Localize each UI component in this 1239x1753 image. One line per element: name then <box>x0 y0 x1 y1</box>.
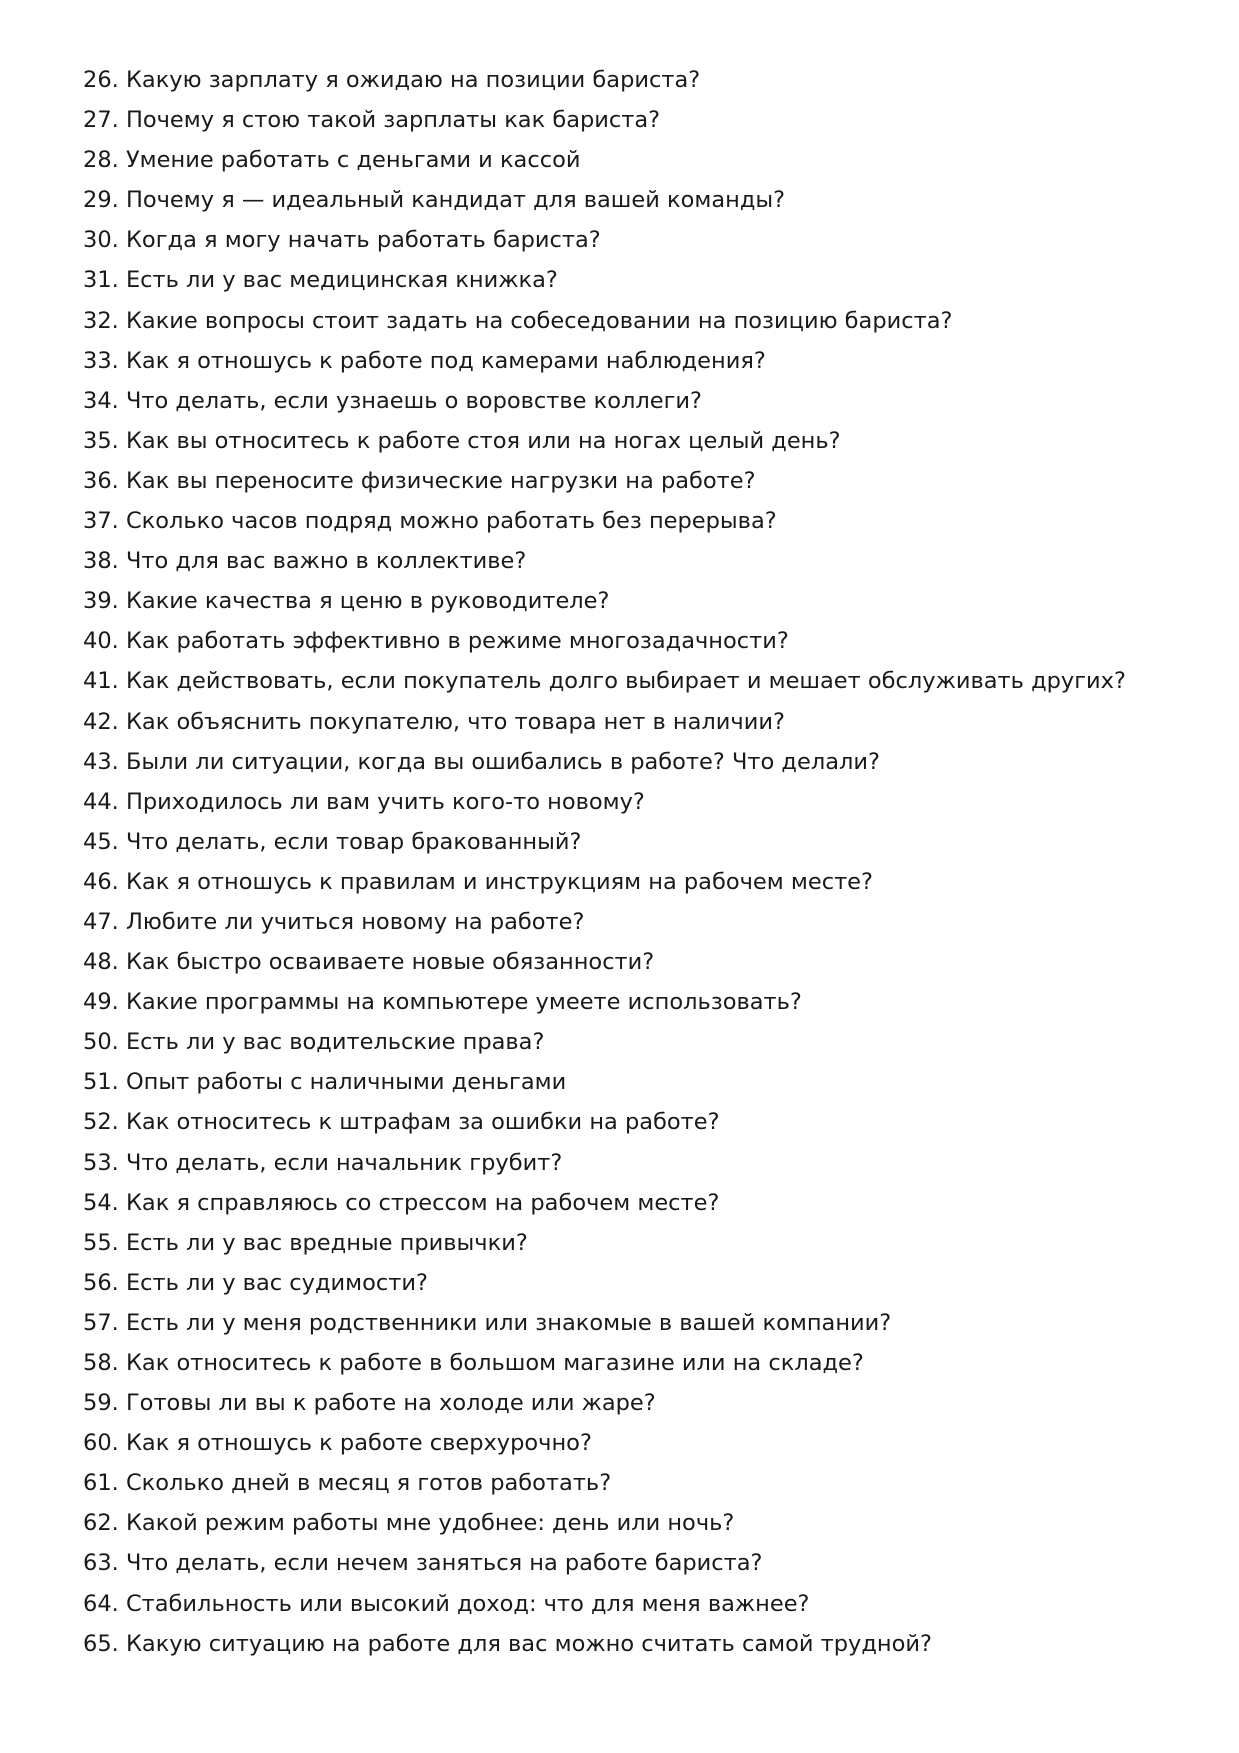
list-item <box>83 982 1183 1022</box>
question-number: 62. <box>83 1510 119 1537</box>
question-text: Как я отношусь к работе под камерами наблюдения? <box>125 347 766 374</box>
question-text: Какие программы на компьютере умеете использовать? <box>125 989 802 1016</box>
question-text: Что для вас важно в коллективе? <box>125 548 527 575</box>
list-item <box>83 822 1183 862</box>
list-item <box>83 581 1183 621</box>
question-text: Как относитесь к штрафам за ошибки на работе? <box>125 1109 720 1136</box>
question-number: 60. <box>83 1430 119 1457</box>
question-number: 39. <box>83 588 119 615</box>
list-item <box>83 862 1183 902</box>
question-text: Любите ли учиться новому на работе? <box>125 908 585 935</box>
question-text: Сколько часов подряд можно работать без перерыва? <box>125 508 777 535</box>
question-text: Есть ли у вас вредные привычки? <box>125 1229 528 1256</box>
question-number: 45. <box>83 828 119 855</box>
question-text: Стабильность или высокий доход: что для меня важнее? <box>125 1590 810 1617</box>
question-number: 64. <box>83 1590 119 1617</box>
list-item <box>83 1383 1183 1423</box>
list-item <box>83 1463 1183 1503</box>
question-text: Как вы переносите физические нагрузки на работе? <box>125 467 756 494</box>
question-number: 55. <box>83 1229 119 1256</box>
question-number: 54. <box>83 1189 119 1216</box>
list-item <box>83 1543 1183 1583</box>
question-text: Как я отношусь к правилам и инструкциям на рабочем месте? <box>125 868 873 895</box>
question-text: Как вы относитесь к работе стоя или на ногах целый день? <box>125 427 841 454</box>
list-item <box>83 742 1183 782</box>
question-text: Есть ли у меня родственники или знакомые в вашей компании? <box>125 1309 892 1336</box>
question-number: 46. <box>83 868 119 895</box>
question-number: 63. <box>83 1550 119 1577</box>
question-number: 31. <box>83 267 119 294</box>
question-number: 58. <box>83 1350 119 1376</box>
question-text: Какие качества я ценю в руководителе? <box>125 588 610 615</box>
question-number: 47. <box>83 908 119 935</box>
question-number: 57. <box>83 1309 119 1336</box>
question-text: Готовы ли вы к работе на холоде или жаре? <box>125 1390 656 1417</box>
list-item <box>83 421 1183 461</box>
question-number: 26. <box>83 67 119 93</box>
question-text: Сколько дней в месяц я готов работать? <box>125 1470 612 1497</box>
question-number: 35. <box>83 427 119 454</box>
question-text: Какую ситуацию на работе для вас можно считать самой трудной? <box>125 1630 932 1657</box>
question-text: Как быстро осваиваете новые обязанности? <box>125 949 655 976</box>
question-text: Были ли ситуации, когда вы ошибались в работе? Что делали? <box>125 748 880 775</box>
question-number: 36. <box>83 467 119 494</box>
list-item <box>83 1343 1183 1383</box>
question-text: Как я отношусь к работе сверхурочно? <box>125 1430 592 1457</box>
question-number: 28. <box>83 147 119 174</box>
list-item <box>83 60 1183 100</box>
question-number: 38. <box>83 548 119 575</box>
question-number: 50. <box>83 1029 119 1056</box>
list-item <box>83 100 1183 140</box>
question-text: Почему я — идеальный кандидат для вашей команды? <box>125 187 786 214</box>
list-item <box>83 1624 1183 1664</box>
question-number: 41. <box>83 668 119 695</box>
list-item <box>83 1062 1183 1102</box>
question-text: Когда я могу начать работать бариста? <box>125 227 601 254</box>
list-item <box>83 1423 1183 1463</box>
question-number: 34. <box>83 387 119 414</box>
question-number: 30. <box>83 227 119 254</box>
question-text: Как относитесь к работе в большом магазине или на складе? <box>125 1350 864 1376</box>
list-item <box>83 1303 1183 1343</box>
list-item <box>83 661 1183 701</box>
question-text: Как объяснить покупателю, что товара нет в наличии? <box>125 708 785 735</box>
question-text: Какой режим работы мне удобнее: день или ночь? <box>125 1510 735 1537</box>
list-item <box>83 541 1183 581</box>
list-item <box>83 621 1183 661</box>
question-text: Опыт работы с наличными деньгами <box>125 1069 567 1096</box>
question-number: 42. <box>83 708 119 735</box>
question-number: 65. <box>83 1630 119 1657</box>
list-item <box>83 1584 1183 1624</box>
list-item <box>83 1183 1183 1223</box>
question-text: Есть ли у вас водительские права? <box>125 1029 545 1056</box>
question-text: Приходилось ли вам учить кого-то новому? <box>125 788 645 815</box>
question-number: 32. <box>83 307 119 334</box>
question-text: Как я справляюсь со стрессом на рабочем месте? <box>125 1189 720 1216</box>
list-item <box>83 1022 1183 1062</box>
question-text: Как действовать, если покупатель долго выбирает и мешает обслуживать других? <box>125 668 1126 695</box>
question-number: 61. <box>83 1470 119 1497</box>
list-item <box>83 301 1183 341</box>
question-text: Как работать эффективно в режиме многозадачности? <box>125 628 789 655</box>
list-item <box>83 1503 1183 1543</box>
question-number: 27. <box>83 107 119 134</box>
list-item <box>83 461 1183 501</box>
list-item <box>83 501 1183 541</box>
question-number: 29. <box>83 187 119 214</box>
question-text: Какие вопросы стоит задать на собеседовании на позицию бариста? <box>125 307 953 334</box>
list-item <box>83 942 1183 982</box>
question-text: Почему я стою такой зарплаты как бариста? <box>125 107 661 134</box>
question-number: 44. <box>83 788 119 815</box>
question-number: 51. <box>83 1069 119 1096</box>
question-number: 37. <box>83 508 119 535</box>
question-text: Что делать, если узнаешь о воровстве коллеги? <box>125 387 702 414</box>
question-number: 48. <box>83 949 119 976</box>
question-text: Умение работать с деньгами и кассой <box>125 147 581 174</box>
question-text: Что делать, если нечем заняться на работе бариста? <box>125 1550 763 1577</box>
question-text: Есть ли у вас медицинская книжка? <box>125 267 558 294</box>
list-item <box>83 341 1183 381</box>
list-item <box>83 1223 1183 1263</box>
question-text: Какую зарплату я ожидаю на позиции бариста? <box>125 67 701 93</box>
list-item <box>83 180 1183 220</box>
question-number: 43. <box>83 748 119 775</box>
list-item <box>83 140 1183 180</box>
question-number: 40. <box>83 628 119 655</box>
question-number: 53. <box>83 1149 119 1176</box>
question-text: Что делать, если начальник грубит? <box>125 1149 563 1176</box>
list-item <box>83 1102 1183 1142</box>
list-item <box>83 381 1183 421</box>
question-list <box>83 60 1183 1664</box>
list-item <box>83 902 1183 942</box>
question-text: Что делать, если товар бракованный? <box>125 828 582 855</box>
list-item <box>83 1263 1183 1303</box>
list-item <box>83 702 1183 742</box>
list-item <box>83 220 1183 260</box>
question-number: 59. <box>83 1390 119 1417</box>
question-number: 56. <box>83 1269 119 1296</box>
question-text: Есть ли у вас судимости? <box>125 1269 428 1296</box>
list-item <box>83 260 1183 300</box>
list-item <box>83 1143 1183 1183</box>
question-number: 33. <box>83 347 119 374</box>
list-item <box>83 782 1183 822</box>
question-number: 52. <box>83 1109 119 1136</box>
question-number: 49. <box>83 989 119 1016</box>
